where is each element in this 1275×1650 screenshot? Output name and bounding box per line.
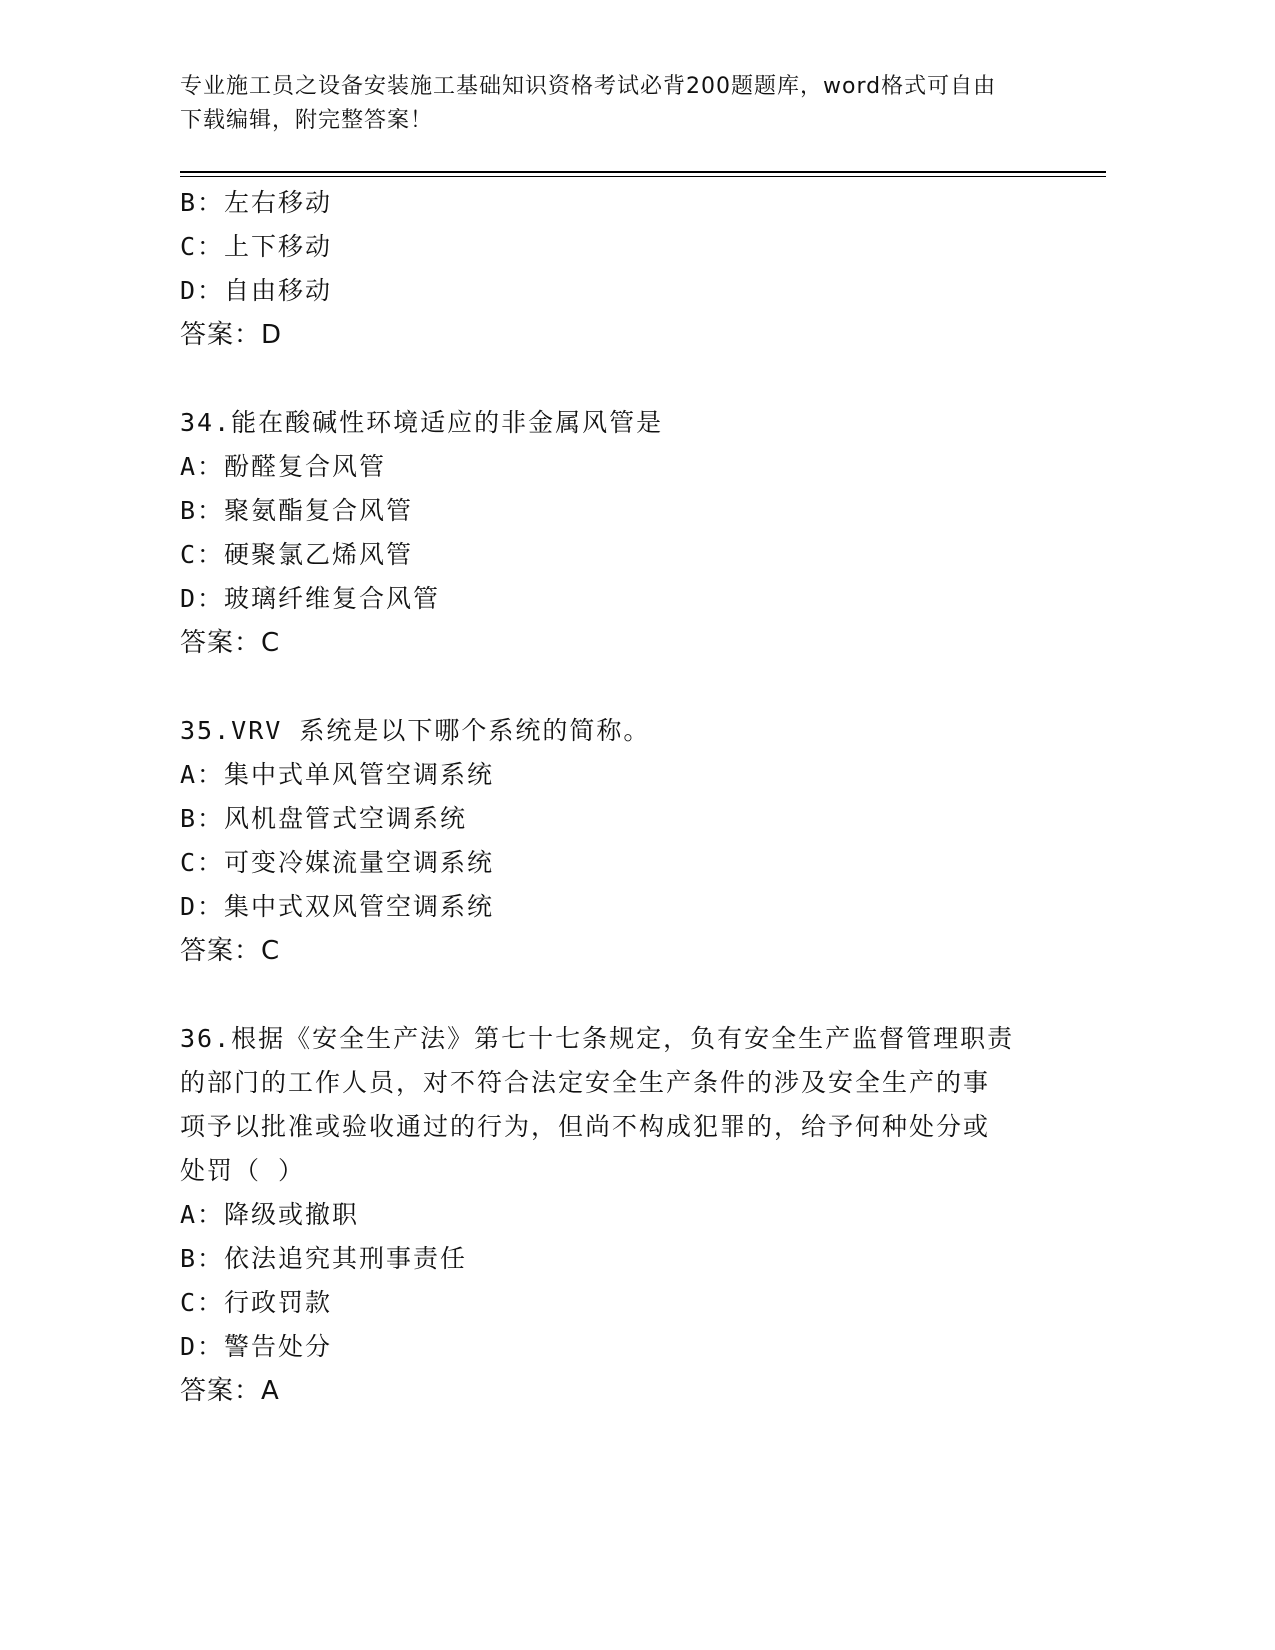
header-line-1: 专业施工员之设备安装施工基础知识资格考试必背200题题库，word格式可自由 bbox=[180, 74, 997, 99]
header-divider-thick bbox=[180, 171, 1106, 173]
option-d: D：警告处分 bbox=[180, 1332, 333, 1361]
document-header bbox=[180, 70, 1080, 138]
option-b: B：聚氨酯复合风管 bbox=[180, 496, 414, 525]
question-text-line-3: 项予以批准或验收通过的行为，但尚不构成犯罪的，给予何种处分或 bbox=[180, 1112, 991, 1141]
question-35 bbox=[180, 709, 1040, 973]
option-c: C：行政罚款 bbox=[180, 1288, 333, 1317]
header-line-2: 下载编辑，附完整答案！ bbox=[180, 108, 434, 133]
option-b: B：风机盘管式空调系统 bbox=[180, 804, 468, 833]
answer-line: 答案：C bbox=[180, 628, 281, 658]
question-fragment bbox=[180, 181, 1040, 357]
question-text: 34.能在酸碱性环境适应的非金属风管是 bbox=[180, 408, 664, 437]
question-text-line-2: 的部门的工作人员，对不符合法定安全生产条件的涉及安全生产的事 bbox=[180, 1068, 991, 1097]
header-divider-thin bbox=[180, 176, 1106, 177]
option-b: B：依法追究其刑事责任 bbox=[180, 1244, 468, 1273]
option-d: D：自由移动 bbox=[180, 276, 333, 305]
option-a: A：酚醛复合风管 bbox=[180, 452, 387, 481]
option-a: A：集中式单风管空调系统 bbox=[180, 760, 495, 789]
question-text-line-4: 处罚（ ） bbox=[180, 1156, 306, 1185]
option-a: A：降级或撤职 bbox=[180, 1200, 360, 1229]
option-d: D：玻璃纤维复合风管 bbox=[180, 584, 441, 613]
question-36 bbox=[180, 1017, 1040, 1413]
option-c: C：硬聚氯乙烯风管 bbox=[180, 540, 414, 569]
answer-line: 答案：A bbox=[180, 1376, 280, 1406]
option-c: C：可变冷媒流量空调系统 bbox=[180, 848, 495, 877]
question-content bbox=[180, 181, 1040, 1413]
question-34 bbox=[180, 401, 1040, 665]
answer-line: 答案：C bbox=[180, 936, 281, 966]
option-b: B：左右移动 bbox=[180, 188, 333, 217]
question-text: 35.VRV 系统是以下哪个系统的简称。 bbox=[180, 716, 651, 745]
answer-line: 答案：D bbox=[180, 320, 283, 350]
option-d: D：集中式双风管空调系统 bbox=[180, 892, 495, 921]
option-c: C：上下移动 bbox=[180, 232, 333, 261]
question-text-line-1: 36.根据《安全生产法》第七十七条规定，负有安全生产监督管理职责 bbox=[180, 1024, 1015, 1053]
